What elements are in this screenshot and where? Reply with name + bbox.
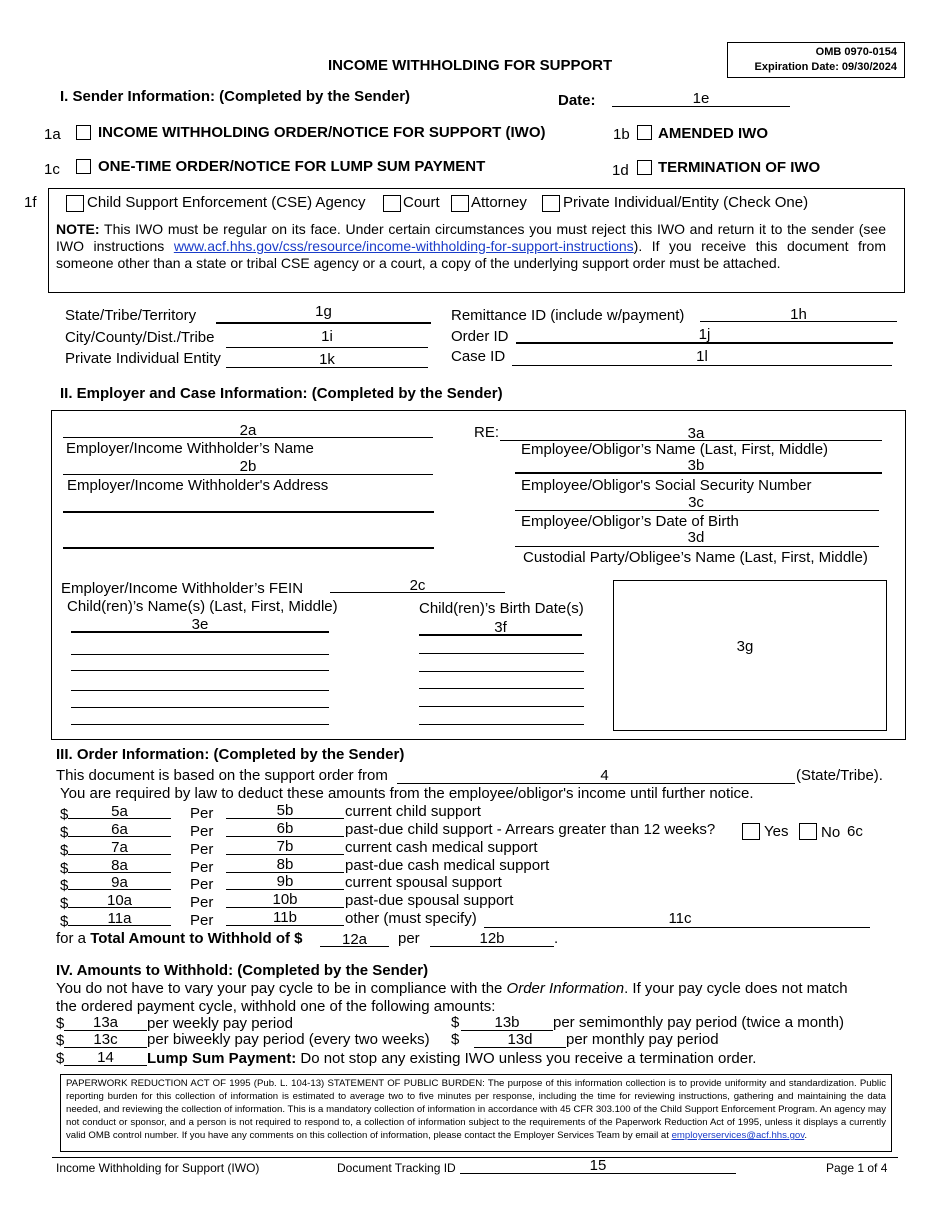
section4-text-1b: . If your pay cycle does not match <box>624 980 848 997</box>
lump-sum-text: Do not stop any existing IWO unless you receive a termination order. <box>296 1050 757 1067</box>
termination-checkbox[interactable] <box>637 160 652 175</box>
code-1c: 1c <box>44 161 60 178</box>
employer-address-label: Employer/Income Withholder's Address <box>67 477 329 494</box>
children-names-label: Child(ren)’s Name(s) (Last, First, Middle) <box>67 598 338 615</box>
tracking-id-label: Document Tracking ID <box>337 1161 456 1175</box>
weekly-label: per weekly pay period <box>147 1015 293 1032</box>
order-row-period-field[interactable] <box>226 889 344 890</box>
employer-name-field[interactable] <box>63 437 433 438</box>
code-15: 15 <box>589 1157 607 1174</box>
form-title: INCOME WITHHOLDING FOR SUPPORT <box>328 57 613 74</box>
lump-sum-line <box>147 1050 756 1067</box>
attorney-label: Attorney <box>471 194 527 211</box>
iwo-instructions-link[interactable]: www.acf.hhs.gov/css/resource/income-withholding-for-support-instructions <box>173 238 634 254</box>
date-label: Date: <box>558 92 596 109</box>
order-row-amount-code: 5a <box>111 803 128 820</box>
total-label: Total Amount to Withhold <box>90 930 272 947</box>
remarks-box[interactable] <box>613 580 887 731</box>
omb-box <box>727 42 905 78</box>
order-row-dollar: $ <box>60 842 69 859</box>
dollar-13c: $ <box>56 1032 65 1049</box>
code-3a: 3a <box>687 425 705 442</box>
order-row-period-code: 11b <box>273 909 297 926</box>
code-13a: 13a <box>92 1014 119 1031</box>
semimonthly-label: per semimonthly pay period (twice a month) <box>553 1014 844 1031</box>
city-label: City/County/Dist./Tribe <box>65 329 215 346</box>
pra-end: . <box>804 1130 807 1141</box>
iwo-checkbox[interactable] <box>76 125 91 140</box>
lump-sum-bold: Lump Sum Payment: <box>147 1050 297 1067</box>
code-12a: 12a <box>341 931 368 948</box>
order-row-dollar: $ <box>60 877 69 894</box>
based-on-text: This document is based on the support order from <box>56 767 388 784</box>
fein-label: Employer/Income Withholder’s FEIN <box>61 580 304 597</box>
child-dob-line-4[interactable] <box>419 688 584 689</box>
code-3f: 3f <box>494 619 507 636</box>
arrears-yes-checkbox[interactable] <box>742 823 760 840</box>
order-row-amount-field[interactable] <box>68 836 171 837</box>
employer-address-line-3[interactable] <box>63 547 434 549</box>
section2-heading: II. Employer and Case Information: (Completed by the Sender) <box>60 385 503 402</box>
order-row-amount-field[interactable] <box>68 854 171 855</box>
order-row-per-label: Per <box>190 912 214 929</box>
ssn-field[interactable] <box>515 472 882 474</box>
employer-name-label: Employer/Income Withholder’s Name <box>66 440 314 457</box>
order-row-description: past-due cash medical support <box>345 857 550 874</box>
case-id-label: Case ID <box>451 348 506 365</box>
amended-iwo-checkbox[interactable] <box>637 125 652 140</box>
order-row-period-code: 10b <box>272 891 298 908</box>
section4-text-1a: You do not have to vary your pay cycle to be in compliance with the <box>56 980 507 997</box>
children-birthdates-label: Child(ren)’s Birth Date(s) <box>419 600 584 617</box>
order-row-description: current spousal support <box>345 874 502 891</box>
order-row-amount-field[interactable] <box>68 907 171 908</box>
order-row-description: past-due spousal support <box>345 892 514 909</box>
order-row-amount-field[interactable] <box>68 818 171 819</box>
footer-form-name: Income Withholding for Support (IWO) <box>56 1161 260 1175</box>
code-2a: 2a <box>239 422 257 439</box>
code-4: 4 <box>600 767 609 784</box>
dollar-14: $ <box>56 1050 65 1067</box>
state-code: 1g <box>315 303 332 320</box>
private-checkbox[interactable] <box>542 195 560 212</box>
code-14: 14 <box>97 1049 114 1066</box>
order-row-amount-field[interactable] <box>68 925 171 926</box>
child-dob-line-1[interactable] <box>419 634 582 636</box>
code-3e: 3e <box>191 616 209 633</box>
child-name-line-2[interactable] <box>71 654 329 655</box>
order-row-amount-code: 6a <box>111 821 128 838</box>
order-row-amount-field[interactable] <box>68 889 171 890</box>
order-row-per-label: Per <box>190 859 214 876</box>
order-row-period-field[interactable] <box>226 907 344 908</box>
code-12b: 12b <box>479 930 505 947</box>
fein-field[interactable] <box>330 592 505 593</box>
dob-field[interactable] <box>515 510 879 511</box>
order-row-dollar: $ <box>60 913 69 930</box>
order-row-dollar: $ <box>60 806 69 823</box>
attorney-checkbox[interactable] <box>451 195 469 212</box>
order-row-description: past-due child support - Arrears greater than 12 weeks? <box>345 821 716 838</box>
order-row-description: other (must specify) <box>345 910 477 927</box>
order-row-description: current child support <box>345 803 481 820</box>
arrears-yes-label: Yes <box>764 823 789 840</box>
custodial-label: Custodial Party/Obligee’s Name (Last, First, Middle) <box>523 549 868 566</box>
employer-services-email-link[interactable]: employerservices@acf.hhs.gov <box>671 1130 805 1141</box>
paperwork-reduction-notice <box>60 1074 892 1152</box>
court-label: Court <box>403 194 440 211</box>
total-period: . <box>554 930 559 947</box>
total-of: of $ <box>271 930 303 947</box>
expiration-date: Expiration Date: 09/30/2024 <box>754 61 897 73</box>
order-row-amount-code: 9a <box>111 874 128 891</box>
employer-address-field[interactable] <box>63 474 433 475</box>
code-11c: 11c <box>668 910 692 927</box>
order-row-amount-code: 10a <box>106 892 133 909</box>
child-name-line-4[interactable] <box>71 690 329 691</box>
cse-checkbox[interactable] <box>66 195 84 212</box>
tracking-id-field[interactable] <box>460 1173 736 1174</box>
lump-sum-checkbox[interactable] <box>76 159 91 174</box>
state-tribe-suffix: (State/Tribe). <box>796 767 883 784</box>
page-number: Page 1 of 4 <box>826 1161 888 1175</box>
child-dob-line-5[interactable] <box>419 706 584 707</box>
note-text-1: This IWO must be regular on its face. Under certain circumstances you must reject this IWO and return it to the sender (see IWO instructions <box>56 221 886 254</box>
order-row-per-label: Per <box>190 894 214 911</box>
other-specify-field[interactable] <box>484 927 870 928</box>
code-2c: 2c <box>409 577 426 594</box>
code-1f: 1f <box>24 194 37 211</box>
section4-text-2: the ordered payment cycle, withhold one of the following amounts: <box>56 998 496 1015</box>
order-row-amount-code: 7a <box>111 839 128 856</box>
order-row-amount-code: 11a <box>107 910 132 927</box>
state-label: State/Tribe/Territory <box>65 307 197 324</box>
code-6c: 6c <box>847 823 863 840</box>
amended-iwo-label: AMENDED IWO <box>658 125 768 142</box>
custodial-field[interactable] <box>515 546 879 547</box>
re-label: RE: <box>474 424 500 441</box>
code-3d: 3d <box>687 529 705 546</box>
order-row-per-label: Per <box>190 823 214 840</box>
termination-label: TERMINATION OF IWO <box>658 159 821 176</box>
child-dob-line-3[interactable] <box>419 671 584 672</box>
section1-heading: I. Sender Information: (Completed by the Sender) <box>60 88 411 105</box>
total-per-label: per <box>398 930 420 947</box>
section4-text-1 <box>56 980 848 997</box>
dollar-13d: $ <box>451 1031 460 1048</box>
order-id-label: Order ID <box>451 328 509 345</box>
note-text-2: ). If you receive this document from someone other than a state or tribal CSE agency or a court, a copy of the underlying support order must be attached. <box>56 238 886 271</box>
section3-heading: III. Order Information: (Completed by the Sender) <box>56 746 405 763</box>
child-name-line-3[interactable] <box>71 670 329 671</box>
total-prefix: for a <box>56 930 91 947</box>
dollar-13a: $ <box>56 1015 65 1032</box>
child-name-line-5[interactable] <box>71 707 329 708</box>
code-1b: 1b <box>613 126 630 143</box>
cse-label: Child Support Enforcement (CSE) Agency <box>87 194 366 211</box>
code-3g: 3g <box>736 638 754 655</box>
order-id-code: 1j <box>698 326 711 343</box>
biweekly-label: per biweekly pay period (every two weeks) <box>147 1031 430 1048</box>
order-row-dollar: $ <box>60 824 69 841</box>
code-13d: 13d <box>507 1031 533 1048</box>
arrears-no-checkbox[interactable] <box>799 823 817 840</box>
child-dob-line-2[interactable] <box>419 653 584 654</box>
order-row-period-code: 9b <box>276 873 294 890</box>
code-3b: 3b <box>687 457 705 474</box>
order-information-italic: Order Information <box>506 980 625 997</box>
order-row-per-label: Per <box>190 841 214 858</box>
employer-address-line-2[interactable] <box>63 511 434 513</box>
required-text: You are required by law to deduct these amounts from the employee/obligor's income until further notice. <box>60 785 754 802</box>
date-code: 1e <box>692 90 710 107</box>
order-row-period-field[interactable] <box>226 925 344 926</box>
biweekly-field[interactable] <box>64 1047 147 1048</box>
lump-sum-field[interactable] <box>64 1065 147 1066</box>
order-row-period-field[interactable] <box>226 818 344 819</box>
order-row-period-code: 6b <box>276 820 294 837</box>
order-row-per-label: Per <box>190 805 214 822</box>
court-checkbox[interactable] <box>383 195 401 212</box>
lump-sum-label: ONE-TIME ORDER/NOTICE FOR LUMP SUM PAYMENT <box>98 158 486 175</box>
private-entity-label: Private Individual Entity <box>65 350 221 367</box>
section4-heading: IV. Amounts to Withhold: (Completed by the Sender) <box>56 962 429 979</box>
obligor-name-label: Employee/Obligor’s Name (Last, First, Middle) <box>521 441 829 458</box>
code-13c: 13c <box>93 1031 118 1048</box>
omb-number: OMB 0970-0154 <box>815 46 897 58</box>
order-row-period-code: 5b <box>276 802 294 819</box>
child-dob-line-6[interactable] <box>419 724 584 725</box>
order-row-amount-field[interactable] <box>68 872 171 873</box>
order-row-period-code: 7b <box>276 838 294 855</box>
code-1d: 1d <box>612 162 629 179</box>
order-row-amount-code: 8a <box>111 857 128 874</box>
monthly-label: per monthly pay period <box>566 1031 719 1048</box>
order-row-dollar: $ <box>60 860 69 877</box>
code-1a: 1a <box>44 126 61 143</box>
private-label: Private Individual/Entity (Check One) <box>563 194 809 211</box>
code-2b: 2b <box>239 458 257 475</box>
pra-text: PAPERWORK REDUCTION ACT OF 1995 (Pub. L. 104-13) STATEMENT OF PUBLIC BURDEN: The purpose of this information collection is to provide uniformity and standardization. Public reporting burden for this collection of information is estimated to average two to five minutes per response, including the time for reviewing instructions, gathering and maintaining the data needed, and reviewing the collection of information. This is a mandatory collection of information in accordance with 45 CFR 303.100 of the Child Support Enforcement Program. An agency may not conduct or sponsor, and a person is not required to respond to, a collection of information subject to the requirements of the Paperwork Reduction Act of 1995, unless it displays a currently valid OMB control number. If you have any comments on this collection of information, please contact the Employer Services Team by email at <box>66 1078 886 1141</box>
order-row-period-field[interactable] <box>226 854 344 855</box>
total-line <box>56 930 303 947</box>
case-id-code: 1l <box>696 348 708 365</box>
dollar-13b: $ <box>451 1014 460 1031</box>
city-code: 1i <box>321 328 333 345</box>
note-bold: NOTE: <box>56 221 100 237</box>
dob-label: Employee/Obligor’s Date of Birth <box>521 513 739 530</box>
note-paragraph <box>56 221 886 272</box>
monthly-field[interactable] <box>474 1047 566 1048</box>
city-field[interactable] <box>226 347 428 348</box>
order-row-description: current cash medical support <box>345 839 538 856</box>
order-row-period-field[interactable] <box>226 836 344 837</box>
arrears-no-label: No <box>821 824 841 841</box>
order-row-dollar: $ <box>60 895 69 912</box>
remittance-label: Remittance ID (include w/payment) <box>451 307 685 324</box>
order-row-per-label: Per <box>190 876 214 893</box>
private-entity-code: 1k <box>319 351 335 368</box>
ssn-label: Employee/Obligor's Social Security Number <box>521 477 812 494</box>
case-id-field[interactable] <box>512 365 892 366</box>
order-row-period-code: 8b <box>276 856 294 873</box>
child-name-line-6[interactable] <box>71 724 329 725</box>
state-field[interactable] <box>216 322 431 324</box>
code-13b: 13b <box>494 1014 520 1031</box>
remittance-code: 1h <box>790 306 807 323</box>
code-3c: 3c <box>688 494 704 511</box>
child-name-line-1[interactable] <box>71 631 329 633</box>
iwo-label: INCOME WITHHOLDING ORDER/NOTICE FOR SUPPORT (IWO) <box>98 124 546 141</box>
